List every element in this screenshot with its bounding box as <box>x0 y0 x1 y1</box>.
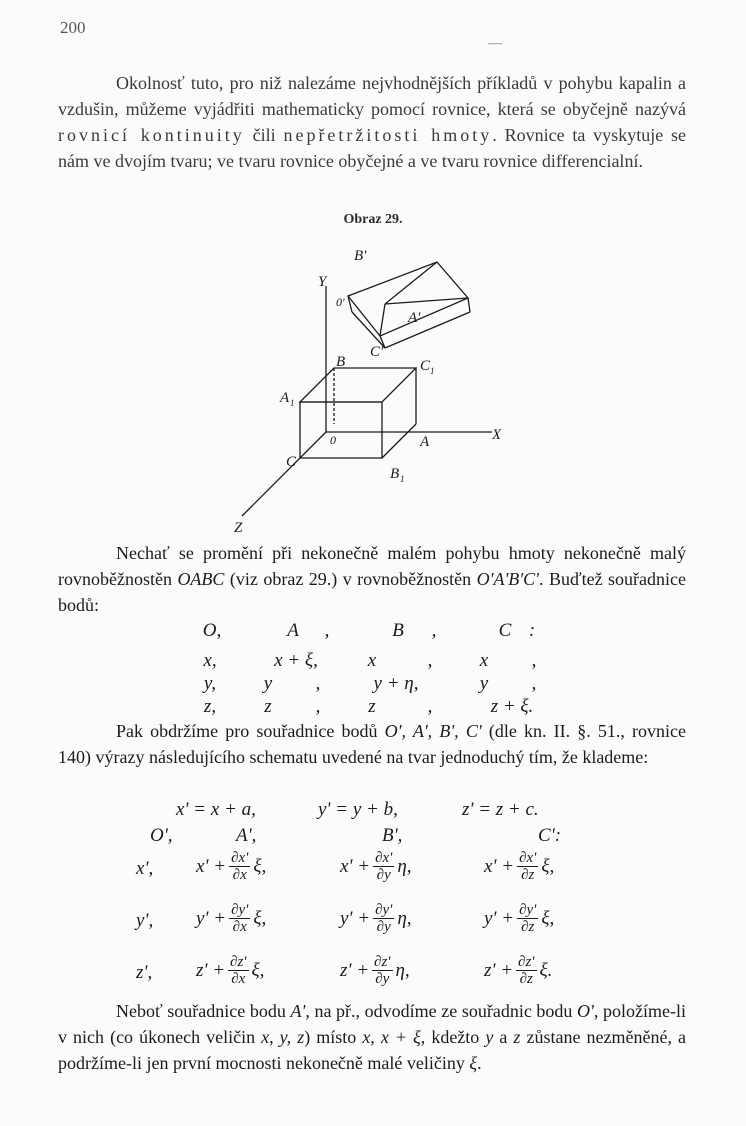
label-x: X <box>492 427 502 443</box>
coord-header-o: O, <box>202 620 222 641</box>
paragraph-2 <box>58 540 686 618</box>
paragraph-3 <box>58 718 686 770</box>
partial-derivative-fraction <box>517 902 538 935</box>
coord-cell: , <box>531 650 537 671</box>
partial-derivative-fraction <box>373 902 394 935</box>
cell-suffix: η, <box>397 907 412 929</box>
math-run: O' <box>577 1001 594 1021</box>
text-run: zůstane nezměněné, a podržíme-li jen první mocnosti nekonečně malé veličiny <box>58 1027 686 1073</box>
math-run: O', A', B', C' <box>384 721 482 741</box>
upper-box-inner-edge <box>380 304 385 336</box>
coord-header-colon: : <box>528 620 536 641</box>
fraction-denominator: ∂y <box>375 971 390 987</box>
label-c1: C <box>420 358 431 374</box>
text-run: . Buďtež souřadnice bodů: <box>58 569 687 615</box>
math-run: y <box>485 1027 494 1047</box>
fraction-numerator: ∂x' <box>231 850 249 866</box>
schema-derivative-cell <box>196 902 266 935</box>
schema-derivative-cell <box>340 902 412 935</box>
schema-derivative-cell <box>484 954 552 987</box>
fraction-numerator: ∂z' <box>230 954 247 970</box>
coord-cell: y, <box>203 673 217 694</box>
substitution-z: z' = z + c. <box>462 799 539 820</box>
schema-row-label: x', <box>136 858 154 879</box>
coord-cell: z, <box>203 696 217 717</box>
text-run: Nechať se promění při nekonečně malém pohybu hmoty nekonečně malý rovnoběžnostěn <box>58 543 686 589</box>
label-b1-sub: 1 <box>400 474 405 484</box>
partial-derivative-fraction <box>229 902 250 935</box>
partial-derivative-fraction <box>229 850 250 883</box>
paragraph-4 <box>58 998 686 1076</box>
text-run: (dle kn. II. §. 51., rovnice 140) výrazy následujícího schematu uvedené na tvar jednoduchý tím, že klademe: <box>58 721 687 767</box>
fraction-denominator: ∂x <box>232 919 247 935</box>
schema-row-label: y', <box>136 910 154 931</box>
label-b: B <box>336 354 346 370</box>
text-run: Okolnosť tuto, pro niž nalezáme nejvhodnějších příkladů v pohybu kapalin a vzdušin, můžeme vyjádřiti mathematicky pomocí rovnice, která se obyčejně nazývá <box>58 73 686 119</box>
schema-header-c: C': <box>538 825 562 846</box>
figure-caption: Obraz 29. <box>343 212 403 227</box>
cell-suffix: ξ, <box>253 907 267 929</box>
coord-cell: , <box>427 650 433 671</box>
coord-cell: x, <box>203 650 217 671</box>
coord-cell: , <box>315 673 321 694</box>
fraction-numerator: ∂x' <box>375 850 393 866</box>
label-a1: A <box>280 390 290 406</box>
upper-box-edge <box>352 312 385 348</box>
partial-derivative-fraction <box>372 954 392 987</box>
intro-paragraph <box>58 70 686 174</box>
coord-cell: x + ξ, <box>274 650 318 671</box>
math-run: O'A'B'C' <box>476 569 540 589</box>
label-a1-sub: 1 <box>290 398 295 408</box>
page-number: 200 <box>60 18 86 37</box>
lower-box-top <box>300 368 416 402</box>
cell-prefix: x' + <box>484 855 515 877</box>
label-c1-sub: 1 <box>430 366 435 376</box>
upper-box-edge <box>468 298 470 312</box>
cell-prefix: y' + <box>484 907 515 929</box>
label-a: A <box>420 434 430 450</box>
text-run: . <box>477 1053 482 1073</box>
schema-derivative-cell <box>484 902 554 935</box>
partial-derivative-fraction <box>373 850 394 883</box>
paragraph-3-text <box>58 718 686 770</box>
spaced-term: nepřetržitosti hmoty <box>283 125 493 145</box>
text-run: , položíme-li v nich (co úkonech veličin <box>58 1001 686 1047</box>
cell-suffix: ξ. <box>539 959 553 981</box>
cell-suffix: ξ, <box>541 855 555 877</box>
schema-row-label: z', <box>136 962 153 983</box>
text-run: kdežto <box>425 1027 486 1047</box>
partial-derivative-fraction <box>517 850 538 883</box>
upper-box-inner-edge <box>385 262 437 304</box>
text-run: Pak obdržíme pro souřadnice bodů <box>116 721 385 741</box>
coord-cell: x <box>479 650 489 671</box>
coord-header-b: B <box>392 620 404 641</box>
lower-box-front <box>300 402 382 458</box>
cell-suffix: η, <box>397 855 412 877</box>
fraction-numerator: ∂y' <box>231 902 249 918</box>
fraction-numerator: ∂z' <box>518 954 535 970</box>
schema-derivative-cell <box>340 850 412 883</box>
partial-derivative-fraction <box>516 954 536 987</box>
text-run: Neboť souřadnice bodu <box>116 1001 291 1021</box>
schema-header-a: A', <box>236 825 257 846</box>
schema-derivative-cell <box>340 954 410 987</box>
fraction-denominator: ∂x <box>231 971 246 987</box>
math-run: x, x + ξ, <box>362 1027 426 1047</box>
coord-cell: z <box>368 696 376 717</box>
substitution-x: x' = x + a, <box>176 799 256 820</box>
cell-suffix: ξ, <box>251 959 265 981</box>
schema-derivative-cell <box>196 954 264 987</box>
math-run: ξ <box>469 1053 478 1073</box>
corner-mark: — <box>488 36 502 51</box>
figure-29-parallelepipeds <box>230 236 530 546</box>
coordinates-table <box>0 620 746 716</box>
coord-cell: , <box>315 696 321 717</box>
partial-derivative-fraction <box>228 954 248 987</box>
schema-derivative-cell <box>196 850 266 883</box>
substitution-y: y' = y + b, <box>318 799 398 820</box>
fraction-denominator: ∂y <box>376 867 391 883</box>
cell-prefix: x' + <box>196 855 227 877</box>
text-run: . Rovnice ta vyskytuje se nám ve dvojím tvaru; ve tvaru rovnice obyčejné a ve tvaru rovnice differencialní. <box>58 125 686 171</box>
schema-derivative-cell <box>484 850 554 883</box>
fraction-denominator: ∂z <box>521 867 535 883</box>
label-z: Z <box>234 520 243 536</box>
cell-prefix: x' + <box>340 855 371 877</box>
fraction-numerator: ∂x' <box>519 850 537 866</box>
paragraph-2-text <box>58 540 686 618</box>
z-axis <box>242 432 326 516</box>
coord-header-sep: , <box>324 620 330 641</box>
coord-cell: y <box>479 673 489 694</box>
coord-cell: y <box>263 673 273 694</box>
coord-cell: z + ξ. <box>490 696 534 717</box>
coord-cell: , <box>531 673 537 694</box>
coord-header-sep: , <box>431 620 437 641</box>
label-y: Y <box>318 274 327 290</box>
cell-suffix: η, <box>395 959 410 981</box>
cell-prefix: z' + <box>484 959 514 981</box>
cell-suffix: ξ, <box>541 907 555 929</box>
math-run: x, y, z <box>261 1027 305 1047</box>
fraction-numerator: ∂y' <box>375 902 393 918</box>
label-a-prime: A' <box>408 310 421 326</box>
cell-prefix: y' + <box>340 907 371 929</box>
label-o: 0 <box>330 433 336 447</box>
fraction-numerator: ∂y' <box>519 902 537 918</box>
text-run: a <box>493 1027 514 1047</box>
fraction-numerator: ∂z' <box>374 954 391 970</box>
cell-suffix: ξ, <box>253 855 267 877</box>
paragraph-4-text <box>58 998 686 1076</box>
upper-box-bottom <box>348 296 380 348</box>
math-run: OABC <box>177 569 225 589</box>
fraction-denominator: ∂z <box>519 971 533 987</box>
text-run: ) místo <box>304 1027 363 1047</box>
cell-prefix: z' + <box>340 959 370 981</box>
coord-header-a: A <box>287 620 299 641</box>
label-o-prime: 0' <box>336 295 345 309</box>
label-c-prime: C' <box>370 344 384 360</box>
label-b-prime: B' <box>354 248 367 264</box>
text-run: čili <box>244 125 284 145</box>
text-run: , na př., odvodíme ze souřadnic bodu <box>305 1001 578 1021</box>
math-run: A' <box>290 1001 306 1021</box>
coord-header-c: C <box>498 620 512 641</box>
schema-header-b: B', <box>382 825 403 846</box>
label-c: C <box>286 454 297 470</box>
coord-cell: z <box>264 696 272 717</box>
cell-prefix: y' + <box>196 907 227 929</box>
math-run: z <box>513 1027 521 1047</box>
derivative-schema <box>0 850 746 1000</box>
coord-cell: , <box>427 696 433 717</box>
coord-cell: y + η, <box>373 673 419 694</box>
intro-text <box>58 70 686 174</box>
coord-cell: x <box>367 650 377 671</box>
fraction-denominator: ∂x <box>232 867 247 883</box>
schema-header-o: O', <box>150 825 173 846</box>
cell-prefix: z' + <box>196 959 226 981</box>
fraction-denominator: ∂y <box>376 919 391 935</box>
upper-box-edge <box>385 312 470 348</box>
text-run: (viz obraz 29.) v rovnoběžnostěn <box>224 569 477 589</box>
spaced-term: rovnicí kontinuity <box>58 125 245 145</box>
lower-box-edge <box>382 424 416 458</box>
label-b1: B <box>390 466 400 482</box>
fraction-denominator: ∂z <box>521 919 535 935</box>
